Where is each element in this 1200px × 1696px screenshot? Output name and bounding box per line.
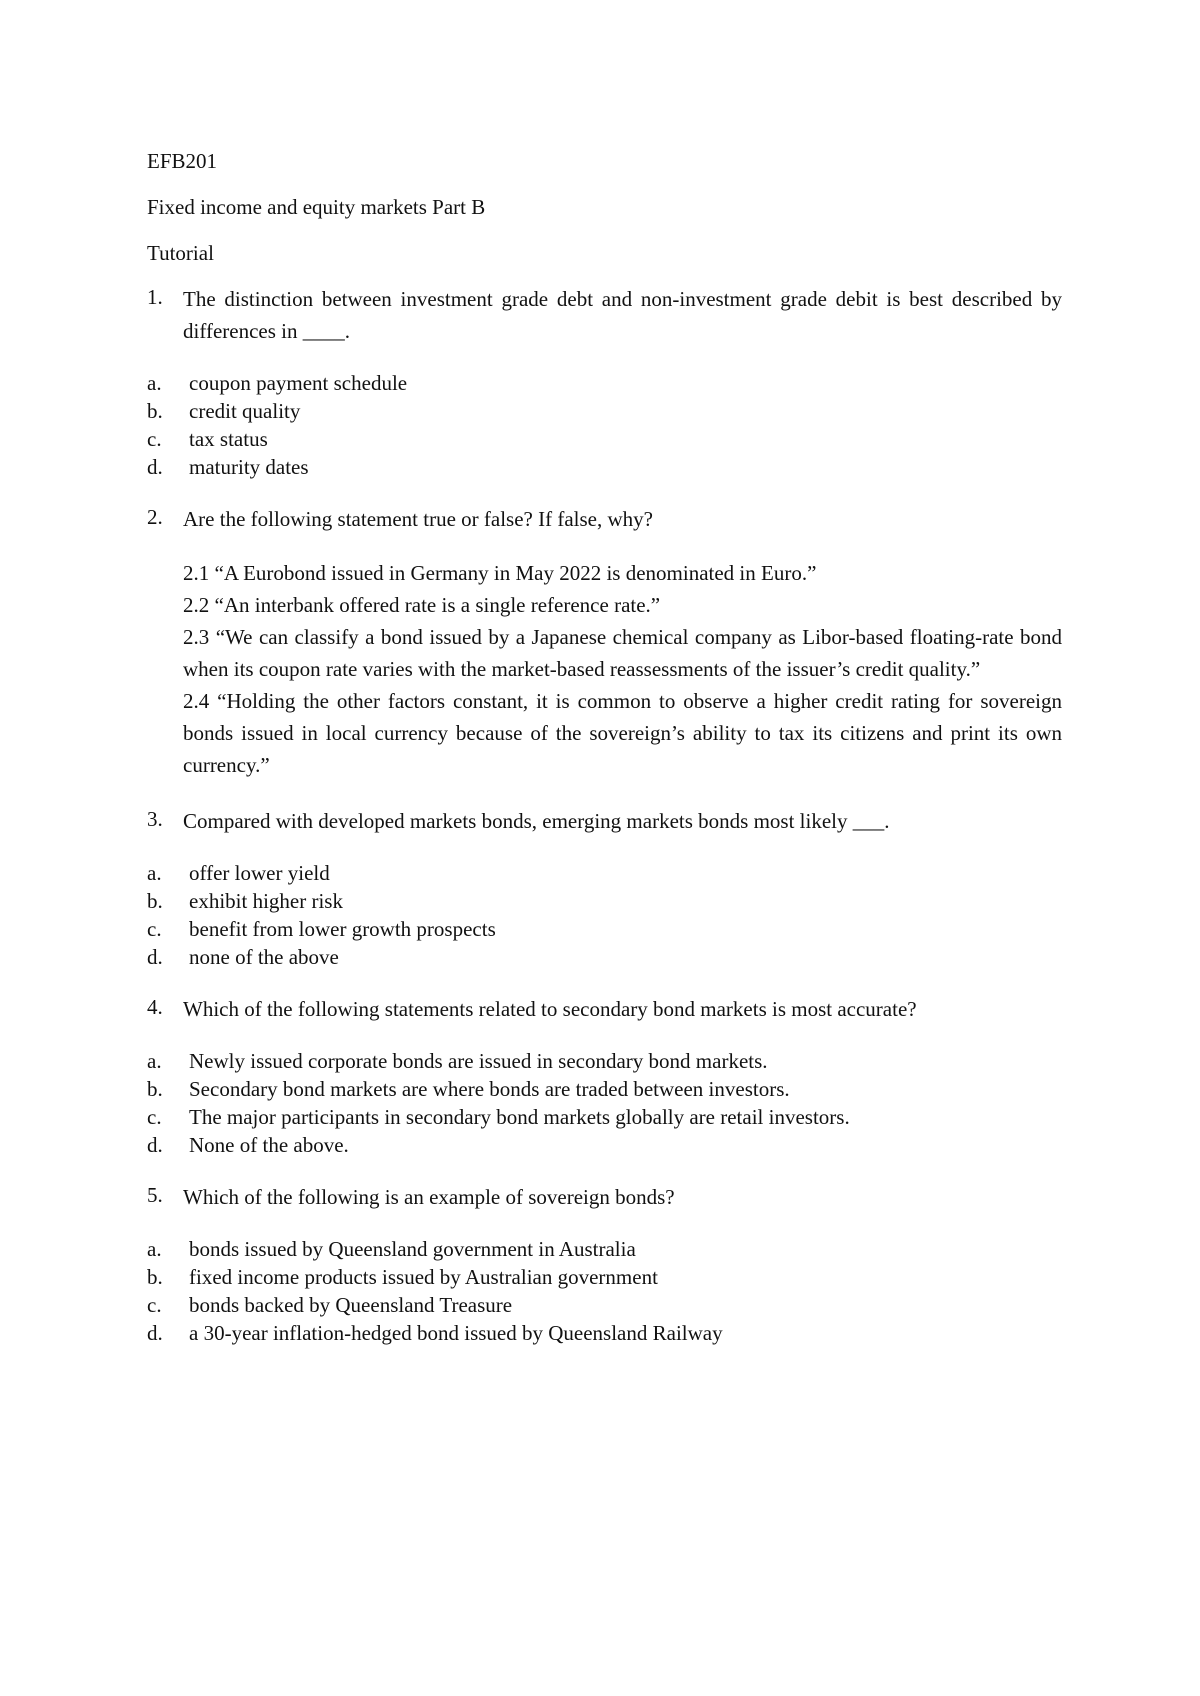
question-text: Compared with developed markets bonds, emerging markets bonds most likely ___. bbox=[183, 809, 890, 833]
option-item bbox=[147, 1235, 1062, 1263]
option-letter: c. bbox=[147, 1105, 162, 1129]
option-text: Newly issued corporate bonds are issued in secondary bond markets. bbox=[189, 1049, 768, 1073]
statement-item: 2.4 “Holding the other factors constant, it is common to observe a higher credit rating for sovereign bonds issued in local currency because of the sovereign’s ability to tax its citizens and print its own currency.” bbox=[183, 689, 1062, 777]
question-4 bbox=[147, 993, 1062, 1025]
option-item bbox=[147, 915, 1062, 943]
question-text: Are the following statement true or false? If false, why? bbox=[183, 507, 653, 531]
option-item bbox=[147, 887, 1062, 915]
option-text: credit quality bbox=[189, 399, 301, 423]
option-item bbox=[147, 1319, 1062, 1347]
option-letter: a. bbox=[147, 861, 162, 885]
question-number: 4. bbox=[147, 995, 163, 1019]
option-text: fixed income products issued by Australian government bbox=[189, 1265, 658, 1289]
question-4-options bbox=[147, 1047, 1062, 1159]
option-letter: a. bbox=[147, 1049, 162, 1073]
question-number: 2. bbox=[147, 505, 163, 529]
option-item bbox=[147, 369, 1062, 397]
question-number: 5. bbox=[147, 1183, 163, 1207]
option-letter: c. bbox=[147, 1293, 162, 1317]
option-text: coupon payment schedule bbox=[189, 371, 408, 395]
option-letter: a. bbox=[147, 371, 162, 395]
statement-item: 2.1 “A Eurobond issued in Germany in May 2022 is denominated in Euro.” bbox=[183, 561, 817, 585]
option-text: bonds backed by Queensland Treasure bbox=[189, 1293, 513, 1317]
option-text: Secondary bond markets are where bonds are traded between investors. bbox=[189, 1077, 790, 1101]
option-item bbox=[147, 453, 1062, 481]
option-item bbox=[147, 1131, 1062, 1159]
statement-item: 2.2 “An interbank offered rate is a single reference rate.” bbox=[183, 593, 661, 617]
option-letter: b. bbox=[147, 399, 163, 423]
course-code: EFB201 bbox=[147, 149, 218, 173]
option-item bbox=[147, 1047, 1062, 1075]
option-item bbox=[147, 397, 1062, 425]
question-2-statements bbox=[183, 557, 1062, 781]
option-letter: c. bbox=[147, 427, 162, 451]
option-text: None of the above. bbox=[189, 1133, 349, 1157]
option-text: none of the above bbox=[189, 945, 339, 969]
question-5 bbox=[147, 1181, 1062, 1213]
question-text: Which of the following is an example of sovereign bonds? bbox=[183, 1185, 675, 1209]
statement-item: 2.3 “We can classify a bond issued by a Japanese chemical company as Libor-based floating-rate bond when its coupon rate varies with the market-based reassessments of the issuer’s credit quality.” bbox=[183, 625, 1062, 681]
option-item bbox=[147, 1103, 1062, 1131]
question-3 bbox=[147, 805, 1062, 837]
document-subtitle: Fixed income and equity markets Part B bbox=[147, 195, 486, 219]
option-text: The major participants in secondary bond markets globally are retail investors. bbox=[189, 1105, 850, 1129]
option-letter: d. bbox=[147, 945, 163, 969]
option-text: maturity dates bbox=[189, 455, 309, 479]
question-text: Which of the following statements related to secondary bond markets is most accurate? bbox=[183, 997, 917, 1021]
option-text: bonds issued by Queensland government in Australia bbox=[189, 1237, 636, 1261]
question-1-options bbox=[147, 369, 1062, 481]
option-letter: b. bbox=[147, 1077, 163, 1101]
document-label: Tutorial bbox=[147, 241, 214, 265]
option-letter: d. bbox=[147, 1321, 163, 1345]
option-item bbox=[147, 1075, 1062, 1103]
question-text: The distinction between investment grade debt and non-investment grade debit is best described by differences in ____. bbox=[183, 287, 1062, 343]
option-letter: b. bbox=[147, 889, 163, 913]
option-item bbox=[147, 425, 1062, 453]
option-letter: a. bbox=[147, 1237, 162, 1261]
question-1 bbox=[147, 283, 1062, 347]
option-item bbox=[147, 859, 1062, 887]
option-text: exhibit higher risk bbox=[189, 889, 343, 913]
option-text: benefit from lower growth prospects bbox=[189, 917, 496, 941]
option-item bbox=[147, 1263, 1062, 1291]
option-text: offer lower yield bbox=[189, 861, 330, 885]
document-body bbox=[147, 147, 1062, 1347]
option-letter: d. bbox=[147, 455, 163, 479]
option-item bbox=[147, 943, 1062, 971]
option-letter: b. bbox=[147, 1265, 163, 1289]
question-2 bbox=[147, 503, 1062, 535]
option-item bbox=[147, 1291, 1062, 1319]
question-number: 3. bbox=[147, 807, 163, 831]
question-3-options bbox=[147, 859, 1062, 971]
option-letter: d. bbox=[147, 1133, 163, 1157]
option-letter: c. bbox=[147, 917, 162, 941]
question-number: 1. bbox=[147, 285, 163, 309]
option-text: tax status bbox=[189, 427, 268, 451]
question-5-options bbox=[147, 1235, 1062, 1347]
option-text: a 30-year inflation-hedged bond issued by Queensland Railway bbox=[189, 1321, 723, 1345]
